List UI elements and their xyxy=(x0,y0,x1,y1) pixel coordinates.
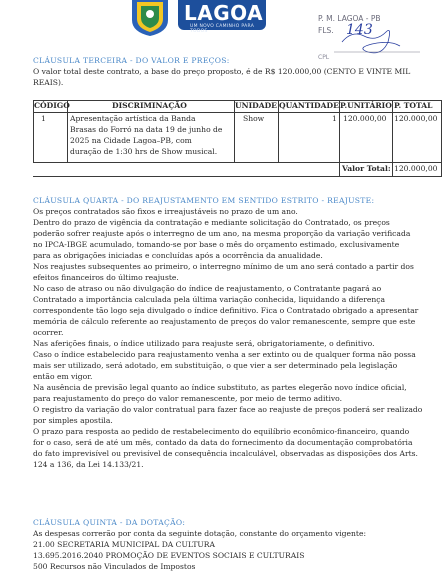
stamp-line-1: P. M. LAGOA - PB xyxy=(318,14,381,23)
clause-5-line: As despesas correrão por conta da seguinte dotação, constante do orçamento vigente: xyxy=(33,529,367,538)
clause-5-heading: CLÁUSULA QUINTA - DA DOTAÇÃO: xyxy=(33,518,186,527)
clause-4-line: No caso de atraso ou não divulgação do índice de reajustamento, o Contratante pagará ao xyxy=(33,284,382,293)
clause-4-line: para reajustamento do preço do valor remanescente, por meio de termo aditivo. xyxy=(33,394,343,403)
logo-text: LAGOA xyxy=(184,1,264,25)
clause-4-line: no IPCA-IBGE acumulado, tomando-se por base o mês do orçamento estimado, exclusivamente xyxy=(33,240,400,249)
table-cell-code: 1 xyxy=(41,114,46,123)
clause-4-line: mais ser utilizado, será adotado, em substituição, o que vier a ser determinado pela legislação xyxy=(33,361,398,370)
clause-4-line: para as obrigações iniciadas e concluídas após a ocorrência da anualidade. xyxy=(33,251,323,260)
table-total-label: Valor Total: xyxy=(342,164,391,173)
table-header-code: CÓDIGO xyxy=(34,101,70,110)
clause-4-line: Nas aferições finais, o índice utilizado para reajuste será, obrigatoriamente, o definitivo. xyxy=(33,339,375,348)
table-header-unit: UNIDADE xyxy=(235,101,277,110)
table-cell-description: 2025 na Cidade Lagoa–PB, com xyxy=(70,136,192,145)
table-header-unit-price: P.UNITÁRIO xyxy=(340,101,392,110)
clause-4-line: Contratado a importância calculada pela última variação conhecida, liquidando a diferença xyxy=(33,295,386,304)
table-cell-unit: Show xyxy=(243,114,265,123)
clause-4-line: 124 a 136, da Lei 14.133/21. xyxy=(33,460,144,469)
clause-5-line: 500 Recursos não Vinculados de Impostos xyxy=(33,562,196,571)
table-header-description: DISCRIMINAÇÃO xyxy=(112,101,187,110)
clause-4-line: poderão sofrer reajuste após o interregno de um ano, na mesma proporção da variação verificada xyxy=(33,229,411,238)
clause-4-line: Na ausência de previsão legal quanto ao índice substituto, as partes elegerão novo índice oficial, xyxy=(33,383,407,392)
table-cell-quantity: 1 xyxy=(332,114,337,123)
clause-4-line: Dentro do prazo de vigência da contratação e mediante solicitação do Contratado, os preços xyxy=(33,218,390,227)
clause-4-line: ocorrer. xyxy=(33,328,64,337)
clause-4-line: então em vigor. xyxy=(33,372,93,381)
table-cell-total: 120.000,00 xyxy=(394,114,438,123)
stamp-page-number: 143 xyxy=(346,22,373,38)
clause-4-line: O registro da variação do valor contratual para fazer face ao reajuste de preços poderá ser realizado xyxy=(33,405,423,414)
price-table xyxy=(33,100,442,176)
clause-4-line: Os preços contratados são fixos e irreajustáveis no prazo de um ano. xyxy=(33,207,298,216)
table-cell-description: Apresentação artística da Banda xyxy=(70,114,196,123)
lagoa-logo xyxy=(128,0,268,38)
clause-4-line: efeitos financeiros do último reajuste. xyxy=(33,273,179,282)
logo-tagline: UM NOVO CAMINHO PARA TODOS xyxy=(190,24,255,34)
table-header-total: P. TOTAL xyxy=(394,101,433,110)
stamp-line-2: FLS. xyxy=(318,26,334,35)
table-total-value: 120.000,00 xyxy=(394,164,438,173)
table-cell-description: duração de 1:30 hrs de Show musical. xyxy=(70,147,218,156)
clause-4-line: memória de cálculo referente ao reajustamento de preços do valor remanescente, sempre que este xyxy=(33,317,416,326)
clause-4-line: Nos reajustes subsequentes ao primeiro, o interregno mínimo de um ano será contado a partir dos xyxy=(33,262,414,271)
table-cell-unit-price: 120.000,00 xyxy=(343,114,387,123)
clause-4-line: correspondente tão logo seja divulgado o índice definitivo. Fica o Contratado obrigado a apresentar xyxy=(33,306,419,315)
municipal-shield-icon xyxy=(128,0,172,36)
clause-3-heading: CLÁUSULA TERCEIRA - DO VALOR E PREÇOS: xyxy=(33,56,230,65)
clause-5-line: 21.00 SECRETARIA MUNICIPAL DA CULTURA xyxy=(33,540,215,549)
table-cell-description: Brasas do Forró na data 19 de junho de xyxy=(70,125,223,134)
page-stamp xyxy=(312,12,432,64)
clause-4-line: Caso o índice estabelecido para reajustamento venha a ser extinto ou de qualquer forma não possa xyxy=(33,350,416,359)
clause-4-line: O prazo para resposta ao pedido de restabelecimento do equilíbrio econômico-financeiro, quando xyxy=(33,427,410,436)
clause-4-line: for o caso, será de até um mês, contado da data do fornecimento da documentação comprobatória xyxy=(33,438,413,447)
clause-4-line: por simples apostila. xyxy=(33,416,113,425)
clause-3-line: REAIS). xyxy=(33,78,64,87)
table-header-quantity: QUANTIDADE xyxy=(279,101,339,110)
stamp-line-3: CPL xyxy=(318,54,330,61)
clause-3-line: O valor total deste contrato, a base do preço proposto, é de R$ 120.000,00 (CENTO E VINTE MIL xyxy=(33,67,411,76)
clause-5-line: 13.695.2016.2040 PROMOÇÃO DE EVENTOS SOCIAIS E CULTURAIS xyxy=(33,551,305,560)
clause-4-heading: CLÁUSULA QUARTA - DO REAJUSTAMENTO EM SENTIDO ESTRITO - REAJUSTE: xyxy=(33,196,375,205)
clause-4-line: do fato imprevisível ou previsível de consequência incalculável, observadas as disposições dos Arts. xyxy=(33,449,418,458)
